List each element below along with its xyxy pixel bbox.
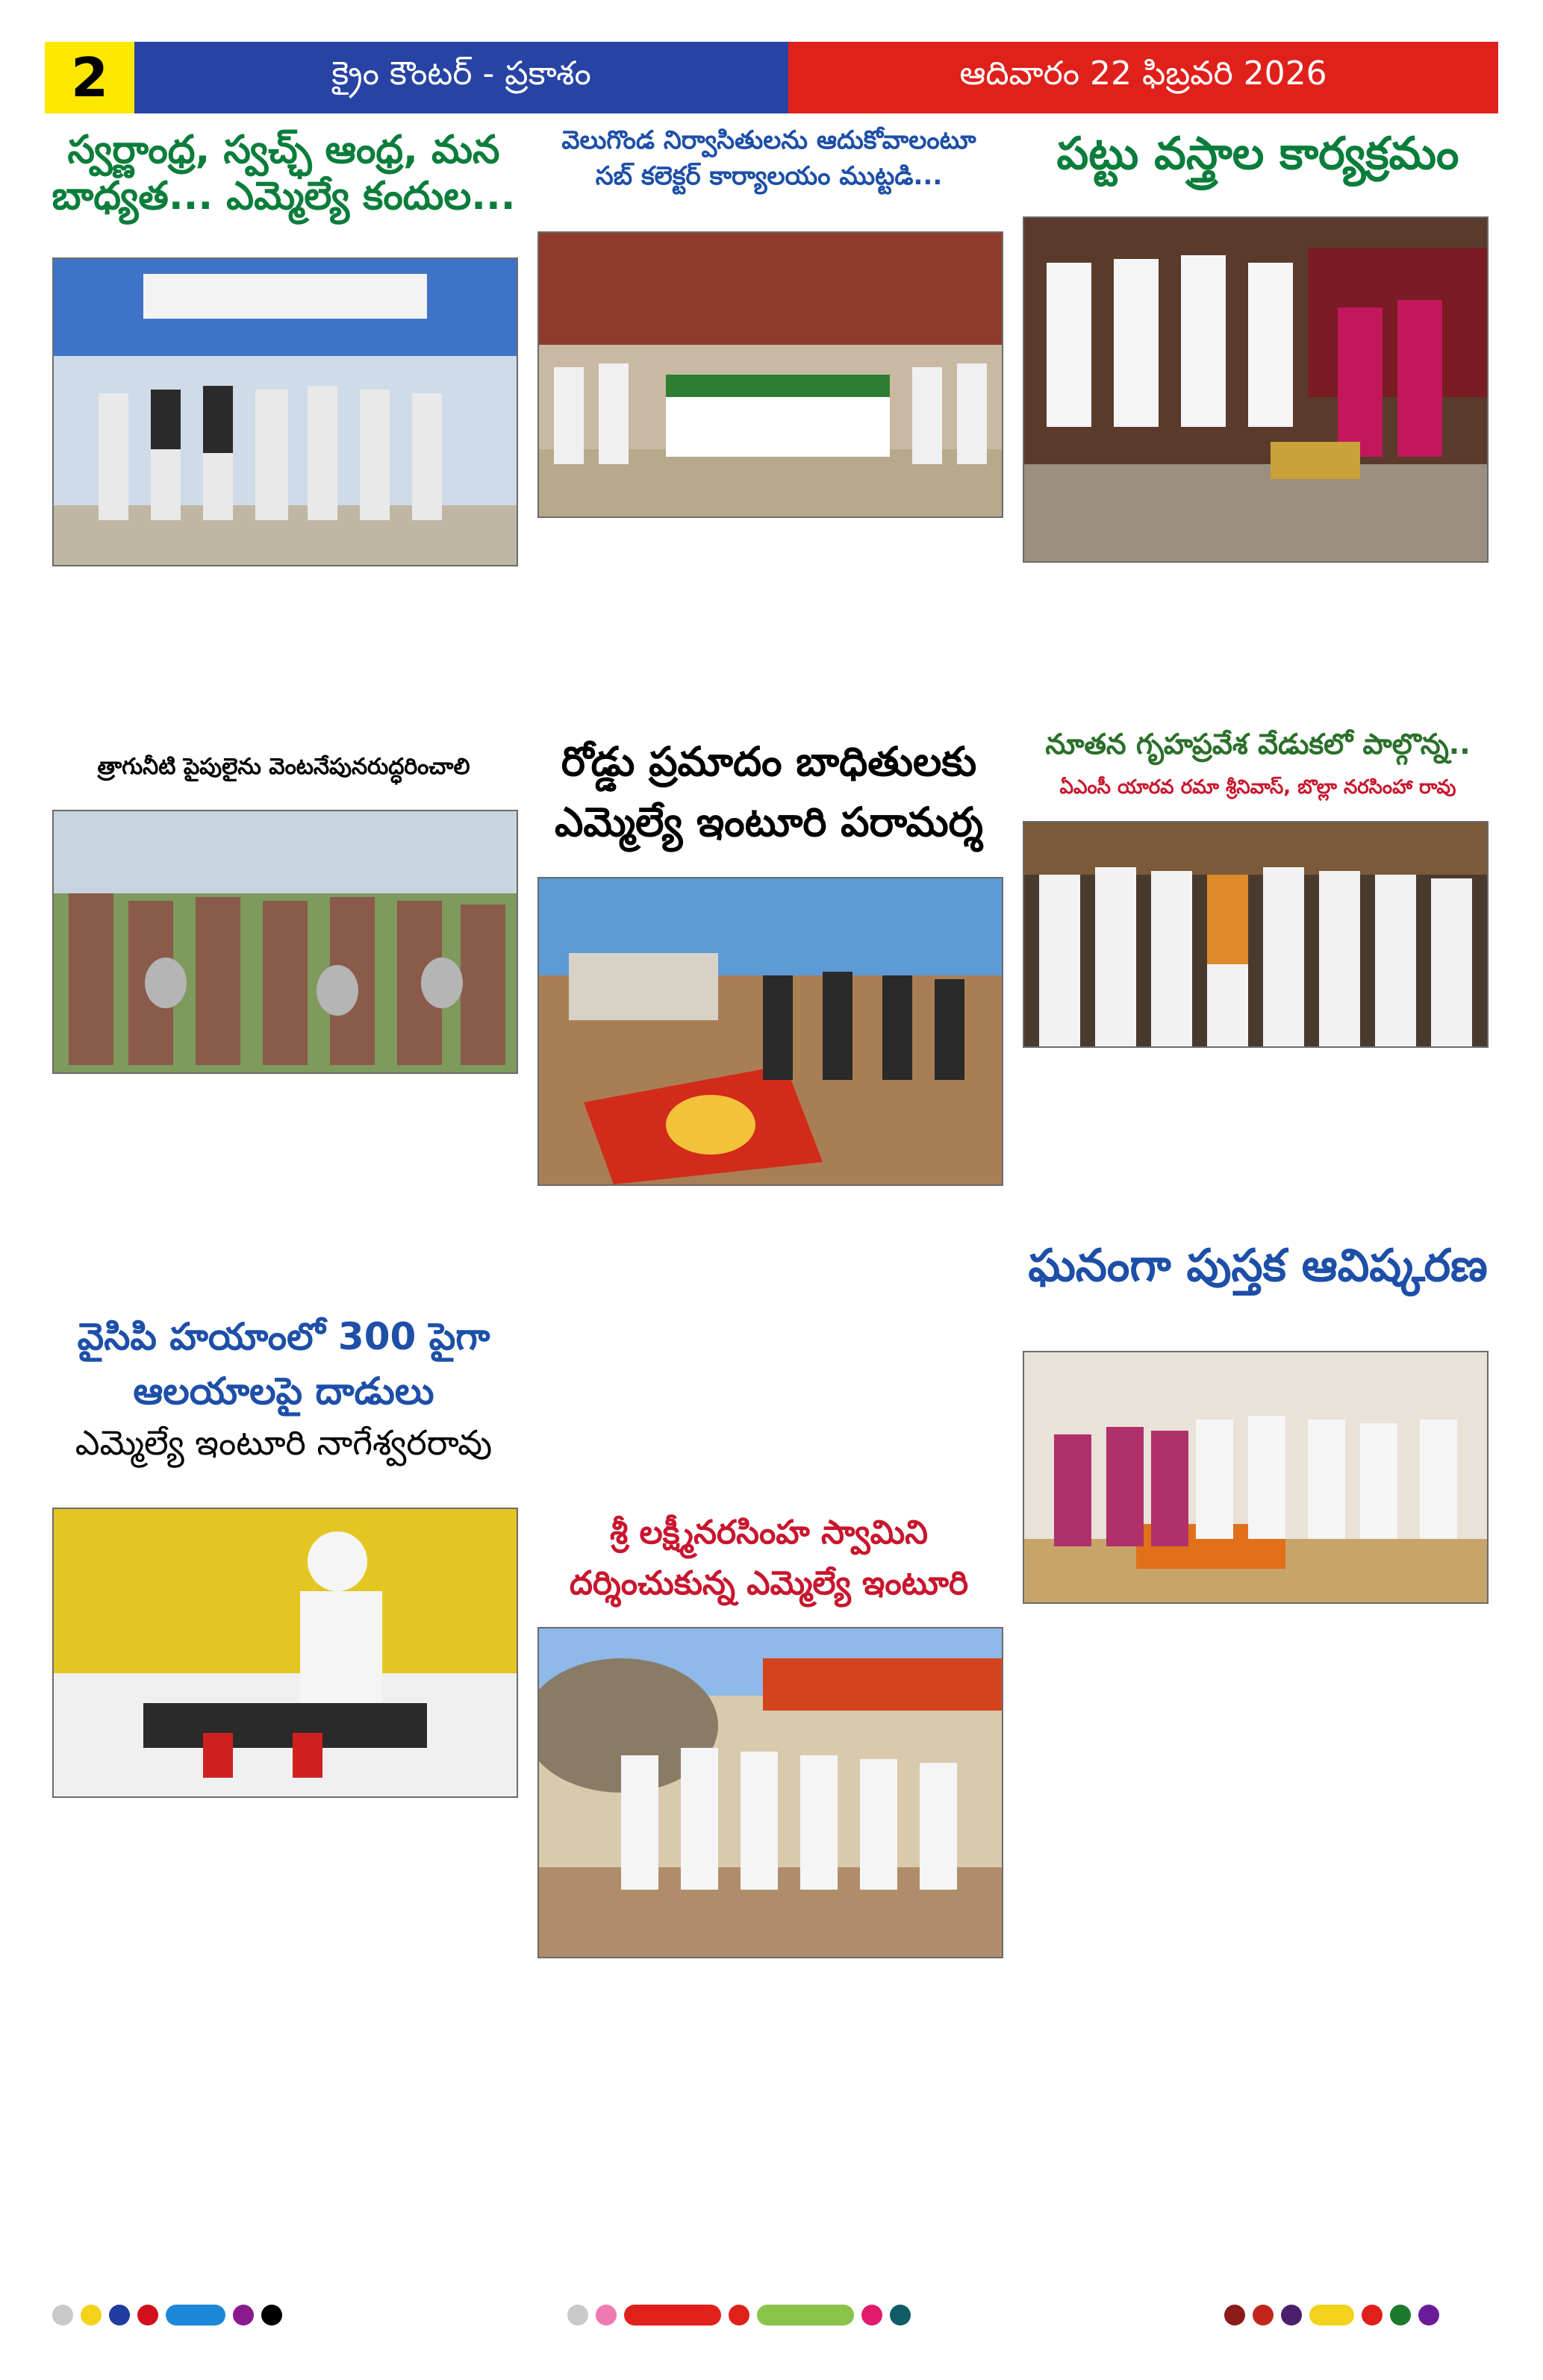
footer-mark (1418, 2305, 1439, 2326)
footer-mark (233, 2305, 254, 2326)
footer-mark (567, 2305, 588, 2326)
masthead: క్రైం కౌంటర్ - ప్రకాశం (134, 42, 788, 113)
photo-protest-banners (537, 231, 1003, 518)
footer-mark (861, 2305, 882, 2326)
right-headline-2: నూతన గృహప్రవేశ వేడుకలో పాల్గొన్న.. (1045, 728, 1471, 760)
center-story-3 (537, 1970, 1000, 2291)
photo-book-launch (1023, 1351, 1489, 1604)
left-headline-3-line-1: వైసిపి హయాంలో 300 పైగా (77, 1315, 490, 1358)
center-headline-3-line-1: శ్రీ లక్ష్మీనరసింహ స్వామిని (609, 1514, 929, 1552)
center-headline-1-line-2: సబ్ కలెక్టర్ కార్యాలయం ముట్టడి... (595, 160, 943, 191)
footer-mark (81, 2305, 102, 2326)
left-headline-3-line-3: ఎమ్మెల్యే ఇంటూరి నాగేశ్వరరావు (75, 1422, 493, 1463)
footer-mark (1362, 2305, 1383, 2326)
footer-mark (757, 2305, 854, 2326)
left-headline-1-line-2: బాధ్యత... ఎమ్మెల్యే కందుల... (52, 174, 516, 219)
right-story-3 (1023, 1612, 1486, 2291)
center-headline-2-line-2: ఎమ్మెల్యే ఇంటూరి పరామర్శ (554, 799, 984, 846)
footer-color-marks-center (567, 2305, 911, 2326)
footer-mark (1224, 2305, 1245, 2326)
left-story-1 (52, 575, 515, 761)
left-headline-3 (45, 1310, 523, 1468)
center-headline-1-line-1: వెలుగొండ నిర్వాసితులను ఆదుకోవాలంటూ (561, 125, 976, 155)
footer-mark (1309, 2305, 1354, 2326)
left-headline-3-line-2: ఆలయాలపై దాడులు (133, 1369, 434, 1413)
right-headline-3: ఘనంగా పుస్తక ఆవిష్కరణ (1028, 1240, 1488, 1292)
footer-mark (729, 2305, 749, 2326)
date-line: ఆదివారం 22 ఫిబ్రవరి 2026 (788, 42, 1498, 113)
page-number: 2 (45, 42, 134, 113)
photo-press-meet (52, 1508, 518, 1798)
photo-swachh-rally (52, 257, 518, 566)
footer-mark (1390, 2305, 1411, 2326)
center-headline-2 (530, 731, 1008, 852)
photo-accident-site (537, 877, 1003, 1186)
center-story-2 (537, 1198, 1000, 1496)
left-headline-2: త్రాగునీటి పైపులైను వెంటనేపునరుద్ధరించాలి (97, 754, 470, 780)
footer-mark (890, 2305, 911, 2326)
left-headline-1-line-1: స్వర్ణాంధ్ర, స్వచ్ఛ్ ఆంధ్ర, మన (67, 128, 500, 172)
footer-mark (1253, 2305, 1274, 2326)
photo-water-pots (52, 810, 518, 1074)
center-headline-1 (530, 123, 1008, 194)
left-headline-1 (45, 127, 523, 220)
photo-temple-visit (537, 1627, 1003, 1958)
center-headline-2-line-1: రోడ్డు ప్రమాదం బాధితులకు (561, 738, 977, 785)
footer-mark (624, 2305, 721, 2326)
footer-color-marks-left (52, 2305, 282, 2326)
left-story-3 (52, 1866, 515, 2284)
footer-mark (166, 2305, 225, 2326)
center-headline-3 (530, 1508, 1008, 1609)
footer-mark (109, 2305, 130, 2326)
footer-mark (1281, 2305, 1302, 2326)
footer-mark (261, 2305, 282, 2326)
right-headline-1: పట్టు వస్త్రాల కార్యక్రమం (1056, 128, 1459, 180)
right-story-2 (1023, 1052, 1486, 1216)
footer-mark (596, 2305, 617, 2326)
center-story-1 (537, 526, 1000, 705)
photo-house-warming (1023, 821, 1489, 1048)
left-story-2 (52, 1082, 515, 1291)
footer-mark (52, 2305, 73, 2326)
photo-silk-offering (1023, 216, 1489, 563)
footer-color-marks-right (1224, 2305, 1439, 2326)
footer-mark (137, 2305, 158, 2326)
right-headline-2-sub: ఏఎంసీ యారవ రమా శ్రీనివాస్, బొల్లా నరసింహా రావు (1059, 776, 1456, 799)
center-headline-3-line-2: దర్శించుకున్న ఎమ్మెల్యే ఇంటూరి (569, 1564, 969, 1603)
right-story-1 (1023, 571, 1486, 720)
